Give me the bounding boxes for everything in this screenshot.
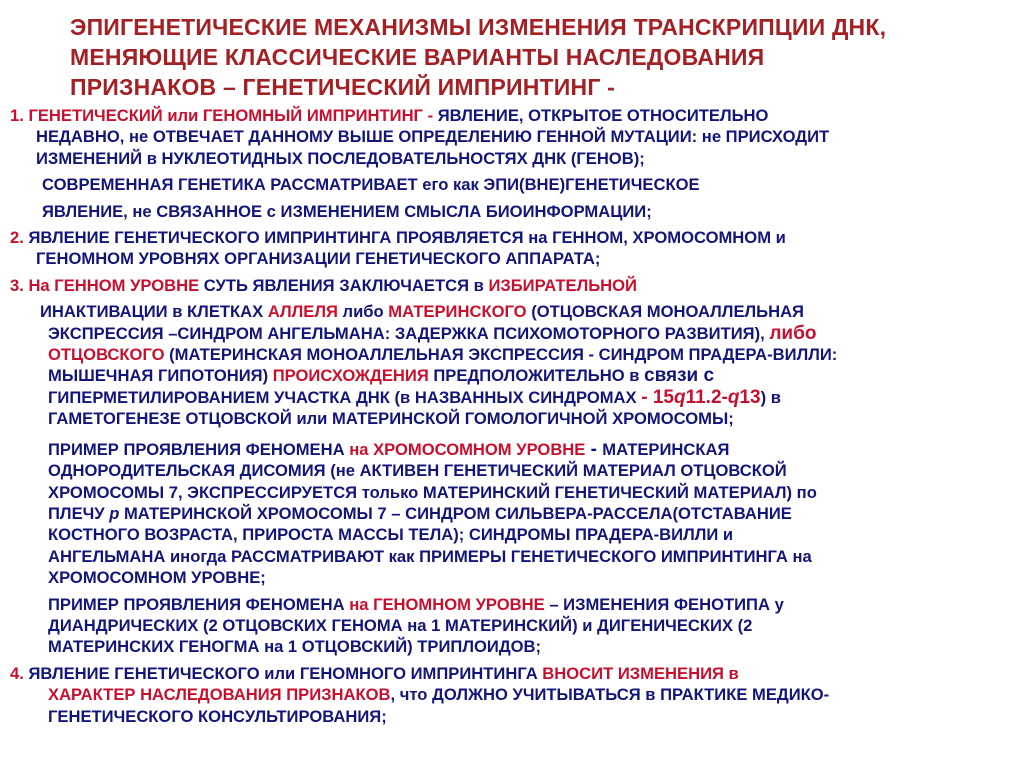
example-chromosomal (10, 439, 1015, 589)
example-line: КОСТНОГО ВОЗРАСТА, ПРИРОСТА МАССЫ ТЕЛА); СИНДРОМЫ ПРАДЕРА-ВИЛЛИ и (48, 525, 734, 545)
point-2 (10, 227, 1015, 270)
title-line: ПРИЗНАКОВ – ГЕНЕТИЧЕСКИЙ ИМПРИНТИНГ - (70, 74, 616, 100)
point-4-line: ХАРАКТЕР НАСЛЕДОВАНИЯ ПРИЗНАКОВ, что ДОЛЖНО УЧИТЫВАТЬСЯ в ПРАКТИКЕ МЕДИКО- (48, 685, 830, 705)
point-3-line: ИНАКТИВАЦИИ в КЛЕТКАХ АЛЛЕЛЯ либо МАТЕРИНСКОГО (ОТЦОВСКАЯ МОНОАЛЛЕЛЬНАЯ (40, 302, 804, 322)
point-1-lead: 1. ГЕНЕТИЧЕСКИЙ или ГЕНОМНЫЙ ИМПРИНТИНГ - (10, 106, 434, 125)
example-line: ХРОМОСОМЫ 7, ЭКСПРЕССИРУЕТСЯ только МАТЕРИНСКИЙ ГЕНЕТИЧЕСКИЙ МАТЕРИАЛ) по (48, 482, 817, 502)
example-line: МАТЕРИНСКИХ ГЕНОГМА на 1 ОТЦОВСКИЙ) ТРИПЛОИДОВ; (48, 637, 542, 657)
point-4-line: ГЕНЕТИЧЕСКОГО КОНСУЛЬТИРОВАНИЯ; (48, 706, 387, 726)
point-3-line: ГИПЕРМЕТИЛИРОВАНИЕМ УЧАСТКА ДНК (в НАЗВАННЫХ СИНДРОМАХ - 15q11.2-q13) в (48, 386, 781, 408)
example-line: ДИАНДРИЧЕСКИХ (2 ОТЦОВСКИХ ГЕНОМА на 1 МАТЕРИНСКИЙ) и ДИГЕНИЧЕСКИХ (2 (48, 615, 753, 635)
point-4-line: 4. ЯВЛЕНИЕ ГЕНЕТИЧЕСКОГО или ГЕНОМНОГО ИМПРИНТИНГА ВНОСИТ ИЗМЕНЕНИЯ в (10, 663, 739, 683)
point-1-line: ИЗМЕНЕНИЙ в НУКЛЕОТИДНЫХ ПОСЛЕДОВАТЕЛЬНОСТЯХ ДНК (ГЕНОВ); (36, 148, 645, 168)
point-1-line: 1. ГЕНЕТИЧЕСКИЙ или ГЕНОМНЫЙ ИМПРИНТИНГ - ЯВЛЕНИЕ, ОТКРЫТОЕ ОТНОСИТЕЛЬНО (10, 106, 769, 125)
example-line: ПРИМЕР ПРОЯВЛЕНИЯ ФЕНОМЕНА на ГЕНОМНОМ УРОВНЕ – ИЗМЕНЕНИЯ ФЕНОТИПА у (48, 594, 784, 614)
slide-title (70, 12, 1010, 102)
example-line: ПРИМЕР ПРОЯВЛЕНИЯ ФЕНОМЕНА на ХРОМОСОМНОМ УРОВНЕ - МАТЕРИНСКАЯ (48, 438, 730, 460)
point-2-number: 2. (10, 228, 24, 248)
point-3-line: ГАМЕТОГЕНЕЗЕ ОТЦОВСКОЙ или МАТЕРИНСКОЙ ГОМОЛОГИЧНОЙ ХРОМОСОМЫ; (48, 409, 734, 429)
point-2-line: ГЕНОМНОМ УРОВНЯХ ОРГАНИЗАЦИИ ГЕНЕТИЧЕСКОГО АППАРАТА; (36, 249, 601, 269)
example-line: АНГЕЛЬМАНА иногда РАССМАТРИВАЮТ как ПРИМЕРЫ ГЕНЕТИЧЕСКОГО ИМПРИНТИНГА на (48, 546, 812, 566)
point-4-number: 4. (10, 663, 24, 683)
point-1-line: ЯВЛЕНИЕ, не СВЯЗАННОЕ с ИЗМЕНЕНИЕМ СМЫСЛА БИОИНФОРМАЦИИ; (42, 201, 652, 221)
point-1-line: НЕДАВНО, не ОТВЕЧАЕТ ДАННОМУ ВЫШЕ ОПРЕДЕЛЕНИЮ ГЕННОЙ МУТАЦИИ: не ПРИСХОДИТ (36, 127, 830, 147)
point-3-line: ОТЦОВСКОГО (МАТЕРИНСКАЯ МОНОАЛЛЕЛЬНАЯ ЭКСПРЕССИЯ - СИНДРОМ ПРАДЕРА-ВИЛЛИ: (48, 345, 838, 365)
example-genomic (10, 594, 1015, 658)
slide-body (10, 105, 1015, 727)
title-line: МЕНЯЮЩИЕ КЛАССИЧЕСКИЕ ВАРИАНТЫ НАСЛЕДОВАНИЯ (70, 44, 765, 70)
point-3-line: ЭКСПРЕССИЯ –СИНДРОМ АНГЕЛЬМАНА: ЗАДЕРЖКА ПСИХОМОТОРНОГО РАЗВИТИЯ), либо (48, 322, 817, 344)
point-3-line: 3. На ГЕННОМ УРОВНЕ СУТЬ ЯВЛЕНИЯ ЗАКЛЮЧАЕТСЯ в ИЗБИРАТЕЛЬНОЙ (10, 275, 637, 295)
point-2-line: 2. ЯВЛЕНИЕ ГЕНЕТИЧЕСКОГО ИМПРИНТИНГА ПРОЯВЛЯЕТСЯ на ГЕННОМ, ХРОМОСОМНОМ и (10, 228, 786, 248)
point-1-line: СОВРЕМЕННАЯ ГЕНЕТИКА РАССМАТРИВАЕТ его как ЭПИ(ВНЕ)ГЕНЕТИЧЕСКОЕ (42, 175, 700, 195)
point-3 (10, 275, 1015, 430)
title-line: ЭПИГЕНЕТИЧЕСКИЕ МЕХАНИЗМЫ ИЗМЕНЕНИЯ ТРАНСКРИПЦИИ ДНК, (70, 14, 887, 40)
example-line: ПЛЕЧУ р МАТЕРИНСКОЙ ХРОМОСОМЫ 7 – СИНДРОМ СИЛЬВЕРА-РАССЕЛА(ОТСТАВАНИЕ (48, 503, 792, 523)
example-line: ХРОМОСОМНОМ УРОВНЕ; (48, 568, 266, 588)
example-line: ОДНОРОДИТЕЛЬСКАЯ ДИСОМИЯ (не АКТИВЕН ГЕНЕТИЧЕСКИЙ МАТЕРИАЛ ОТЦОВСКОЙ (48, 461, 787, 481)
point-4 (10, 663, 1015, 727)
point-3-line: МЫШЕЧНАЯ ГИПОТОНИЯ) ПРОИСХОЖДЕНИЯ ПРЕДПОЛОЖИТЕЛЬНО в связи с (48, 365, 715, 387)
point-1 (10, 105, 1015, 222)
